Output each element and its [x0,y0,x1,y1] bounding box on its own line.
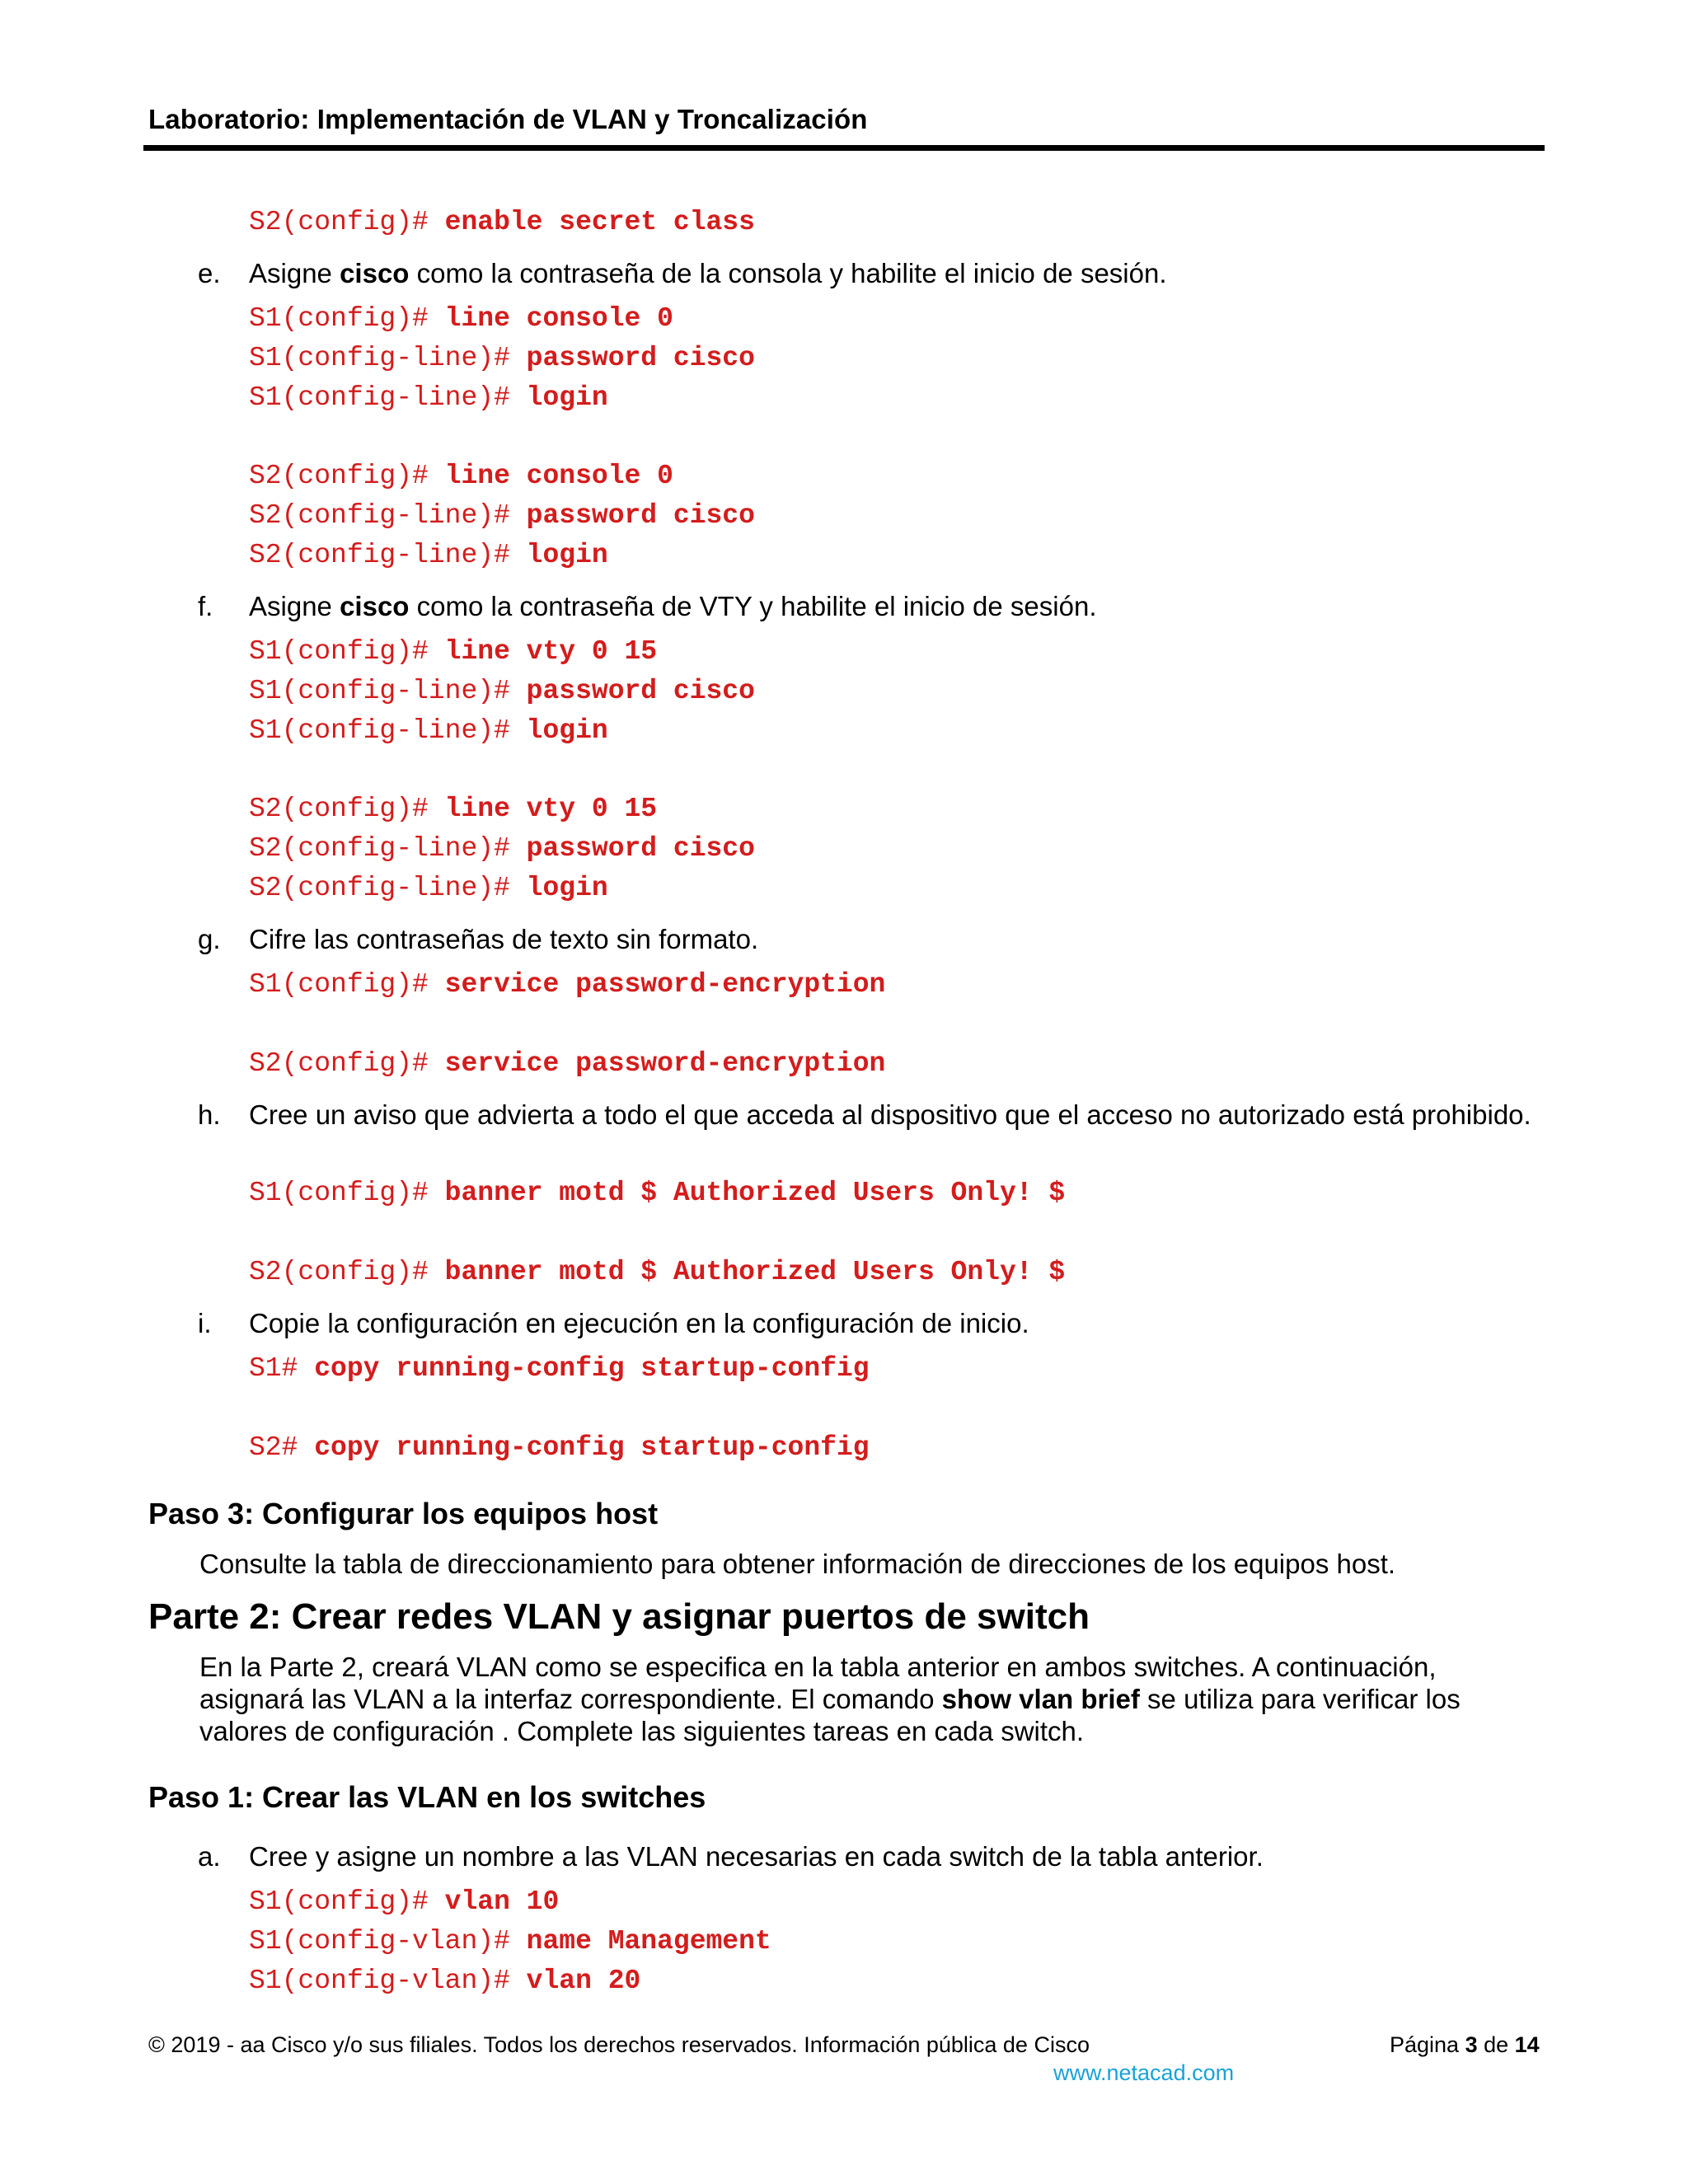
command-line: S2(config-line)# password cisco [249,500,755,531]
step-g: g. Cifre las contraseñas de texto sin formato. [198,924,759,954]
command-line: S1# copy running-config startup-config [249,1353,870,1384]
section-heading: Paso 3: Configurar los equipos host [148,1497,659,1530]
command-line: S1(config)# banner motd $ Authorized Users Only! $ [249,1178,1066,1208]
footer-page-number: Página 3 de 14 [1390,2032,1540,2057]
step-f: f. Asigne cisco como la contraseña de VTY y habilite el inicio de sesión. [198,591,1097,621]
command-line: S2(config)# banner motd $ Authorized Users Only! $ [249,1257,1066,1287]
step-letter: i. [198,1308,212,1338]
step-e: e. Asigne cisco como la contraseña de la consola y habilite el inicio de sesión. [198,258,1167,288]
step-letter: a. [198,1841,221,1872]
paragraph: Consulte la tabla de direccionamiento para obtener información de direcciones de los equipos host. [199,1549,1396,1579]
command-line: S2# copy running-config startup-config [249,1432,870,1463]
step-letter: h. [198,1099,221,1130]
footer-website-link[interactable]: www.netacad.com [1053,2060,1235,2085]
step-letter: f. [198,591,213,621]
part-heading: Parte 2: Crear redes VLAN y asignar puertos de switch [148,1596,1090,1637]
command-line: S1(config)# service password-encryption [249,969,886,1000]
command-line: S1(config)# line vty 0 15 [249,636,658,667]
command-line: S2(config)# enable secret class [249,207,755,237]
step-h: h. Cree un aviso que advierta a todo el que acceda al dispositivo que el acceso no autorizado está prohibido. [198,1099,1531,1130]
command-line: S2(config-line)# login [249,540,608,570]
footer-copyright: © 2019 - aa Cisco y/o sus filiales. Todos los derechos reservados. Información pública de Cisco [148,2032,1090,2057]
command-line: S2(config)# service password-encryption [249,1048,886,1079]
header-divider [143,145,1545,151]
command-line: S1(config-line)# login [249,382,608,413]
command-line: S1(config)# vlan 10 [249,1886,560,1917]
command-line: S2(config-line)# password cisco [249,833,755,864]
command-line: S2(config)# line console 0 [249,461,673,491]
step-letter: e. [198,258,221,288]
section-heading: Paso 1: Crear las VLAN en los switches [148,1780,706,1814]
step-a: a. Cree y asigne un nombre a las VLAN necesarias en cada switch de la tabla anterior. [198,1841,1264,1872]
command-line: S2(config)# line vty 0 15 [249,794,658,824]
paragraph: En la Parte 2, creará VLAN como se especifica en la tabla anterior en ambos switches. A continuación, asignará las VLAN a la interfaz correspondiente. El comando show vlan brief se utiliza para verificar los valores de configuración . Complete las siguientes tareas en cada switch. [199,1652,1461,1746]
step-i: i. Copie la configuración en ejecución en la configuración de inicio. [198,1308,1029,1338]
command-line: S1(config-line)# password cisco [249,676,755,706]
command-line: S1(config-vlan)# name Management [249,1926,771,1957]
command-line: S1(config-vlan)# vlan 20 [249,1966,641,1996]
document-header-title: Laboratorio: Implementación de VLAN y Troncalización [148,104,868,134]
command-line: S2(config-line)# login [249,873,608,903]
step-letter: g. [198,924,221,954]
command-line: S1(config)# line console 0 [249,303,673,334]
command-line: S1(config-line)# password cisco [249,343,755,373]
command-line: S1(config-line)# login [249,715,608,746]
